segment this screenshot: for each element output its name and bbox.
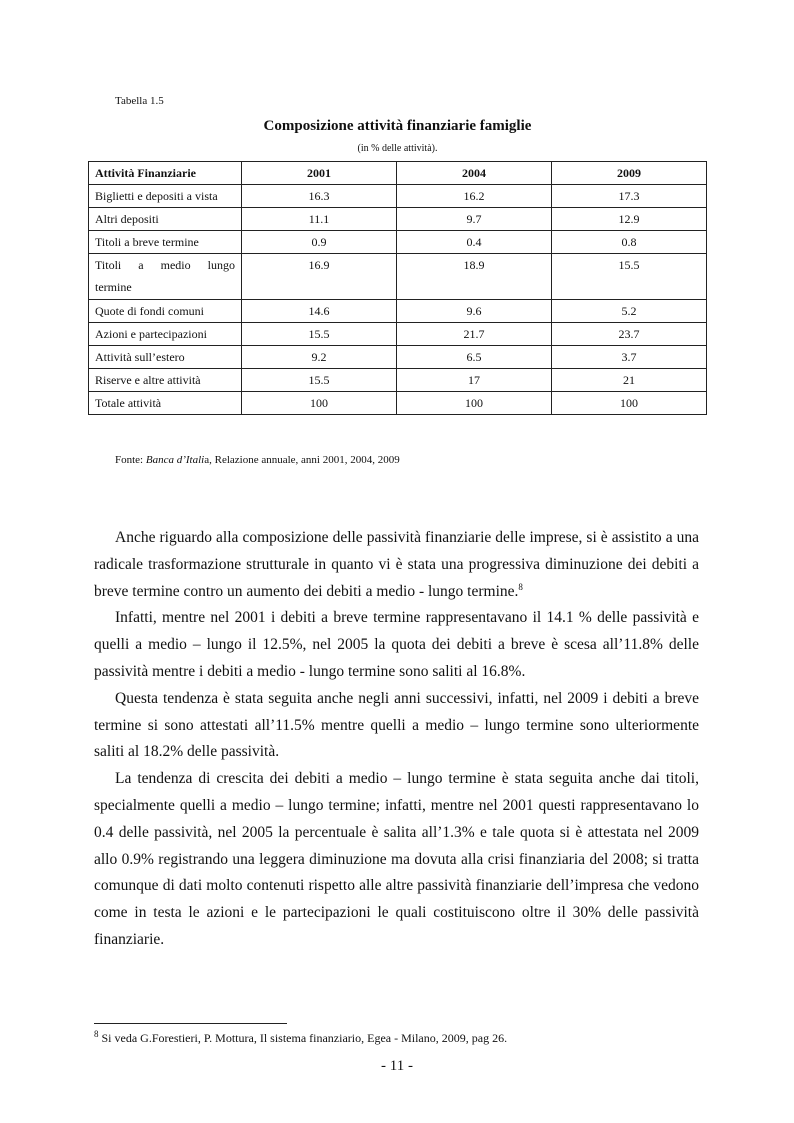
row-label-word: termine [95, 280, 132, 294]
body-text [94, 525, 699, 954]
page-number: - 11 - [381, 1058, 413, 1074]
footnote-text: Si veda G.Forestieri, P. Mottura, Il sistema finanziario, Egea - Milano, 2009, pag 26. [98, 1031, 508, 1045]
footnote-divider [94, 1023, 287, 1024]
header-2004: 2004 [397, 162, 552, 185]
cell-2004: 6.5 [397, 346, 552, 369]
row-label-word: a [138, 258, 144, 272]
paragraph: Infatti, mentre nel 2001 i debiti a breve termine rappresentavano il 14.1 % delle passività e quelli a medio – lungo il 12.5%, nel 2005 la quota dei debiti a breve è scesa all’11.8% delle passività mentre i debiti a medio - lungo termine sono saliti al 16.8%. [94, 609, 699, 680]
cell-2001: 9.2 [242, 346, 397, 369]
cell-2001: 11.1 [242, 208, 397, 231]
table-row [89, 254, 707, 300]
cell-2004: 0.4 [397, 231, 552, 254]
cell-2009: 23.7 [552, 323, 707, 346]
row-label-word: medio [160, 258, 191, 272]
cell-2004: 16.2 [397, 185, 552, 208]
cell-2001: 15.5 [242, 323, 397, 346]
table-row [89, 300, 707, 323]
cell-2001: 0.9 [242, 231, 397, 254]
header-category: Attività Finanziarie [89, 162, 242, 185]
table-row [89, 323, 707, 346]
table-title: Composizione attività finanziarie famiglie [263, 118, 532, 134]
cell-2009: 100 [552, 392, 707, 415]
header-2001: 2001 [242, 162, 397, 185]
cell-2001: 16.3 [242, 185, 397, 208]
table-row [89, 185, 707, 208]
table-row [89, 346, 707, 369]
source-rest: a, Relazione annuale, anni 2001, 2004, 2009 [204, 454, 400, 466]
row-label-word: lungo [207, 258, 235, 272]
cell-2009: 17.3 [552, 185, 707, 208]
paragraph: Questa tendenza è stata seguita anche negli anni successivi, infatti, nel 2009 i debiti a breve termine si sono attestati all’11.5% mentre quelli a medio – lungo termine sono ulteriormente saliti al 18.2% delle passività. [94, 689, 699, 761]
cell-2004: 21.7 [397, 323, 552, 346]
cell-2001: 100 [242, 392, 397, 415]
row-label: Attività sull’estero [89, 346, 242, 369]
cell-2009: 12.9 [552, 208, 707, 231]
row-label [89, 254, 242, 300]
row-label: Altri depositi [89, 208, 242, 231]
cell-2004: 9.7 [397, 208, 552, 231]
row-label: Totale attività [89, 392, 242, 415]
row-label: Riserve e altre attività [89, 369, 242, 392]
paragraph: La tendenza di crescita dei debiti a medio – lungo termine è stata seguita anche dai titoli, specialmente quelli a medio – lungo termine; infatti, mentre nel 2001 questi rappresentavano lo 0.4 delle passività, nel 2005 la percentuale è salita all’1.3% e tale quota si è attestata nel 2009 allo 0.9% registrando una leggera diminuzione ma dovuta alla crisi finanziaria del 2008; si tratta comunque di dati molto contenuti rispetto alle altre passività finanziarie dell’impresa che vedono come in testa le azioni e le partecipazioni le quali costituiscono oltre il 30% delle passività finanziarie. [94, 770, 699, 948]
cell-2004: 9.6 [397, 300, 552, 323]
row-label: Biglietti e depositi a vista [89, 185, 242, 208]
source-prefix: Fonte: [115, 454, 146, 466]
cell-2009: 0.8 [552, 231, 707, 254]
paragraph-text: Anche riguardo alla composizione delle passività finanziarie delle imprese, si è assistito a una radicale trasformazione strutturale in quanto vi è stata una progressiva diminuzione dei debiti a breve termine contro un aumento dei debiti a medio - lungo termine. [94, 529, 699, 600]
footnote-number: 8 [94, 1029, 99, 1039]
table-source [115, 454, 400, 466]
cell-2009: 3.7 [552, 346, 707, 369]
cell-2004: 18.9 [397, 254, 552, 300]
table-row [89, 208, 707, 231]
table-subtitle: (in % delle attività). [357, 143, 438, 154]
table-caption: Tabella 1.5 [115, 95, 164, 107]
cell-2001: 16.9 [242, 254, 397, 300]
cell-2004: 100 [397, 392, 552, 415]
row-label: Azioni e partecipazioni [89, 323, 242, 346]
row-label-word: Titoli [95, 258, 122, 272]
header-2009: 2009 [552, 162, 707, 185]
footnote-ref[interactable]: 8 [518, 581, 523, 592]
footnote [94, 1031, 507, 1046]
cell-2001: 15.5 [242, 369, 397, 392]
row-label: Quote di fondi comuni [89, 300, 242, 323]
cell-2004: 17 [397, 369, 552, 392]
cell-2009: 15.5 [552, 254, 707, 300]
cell-2001: 14.6 [242, 300, 397, 323]
table-header-row [89, 162, 707, 185]
table-row [89, 369, 707, 392]
paragraph [94, 525, 699, 605]
table-row [89, 231, 707, 254]
financial-assets-table [88, 161, 707, 415]
table-row [89, 392, 707, 415]
cell-2009: 5.2 [552, 300, 707, 323]
row-label: Titoli a breve termine [89, 231, 242, 254]
cell-2009: 21 [552, 369, 707, 392]
source-publisher: Banca d’Itali [145, 454, 205, 466]
